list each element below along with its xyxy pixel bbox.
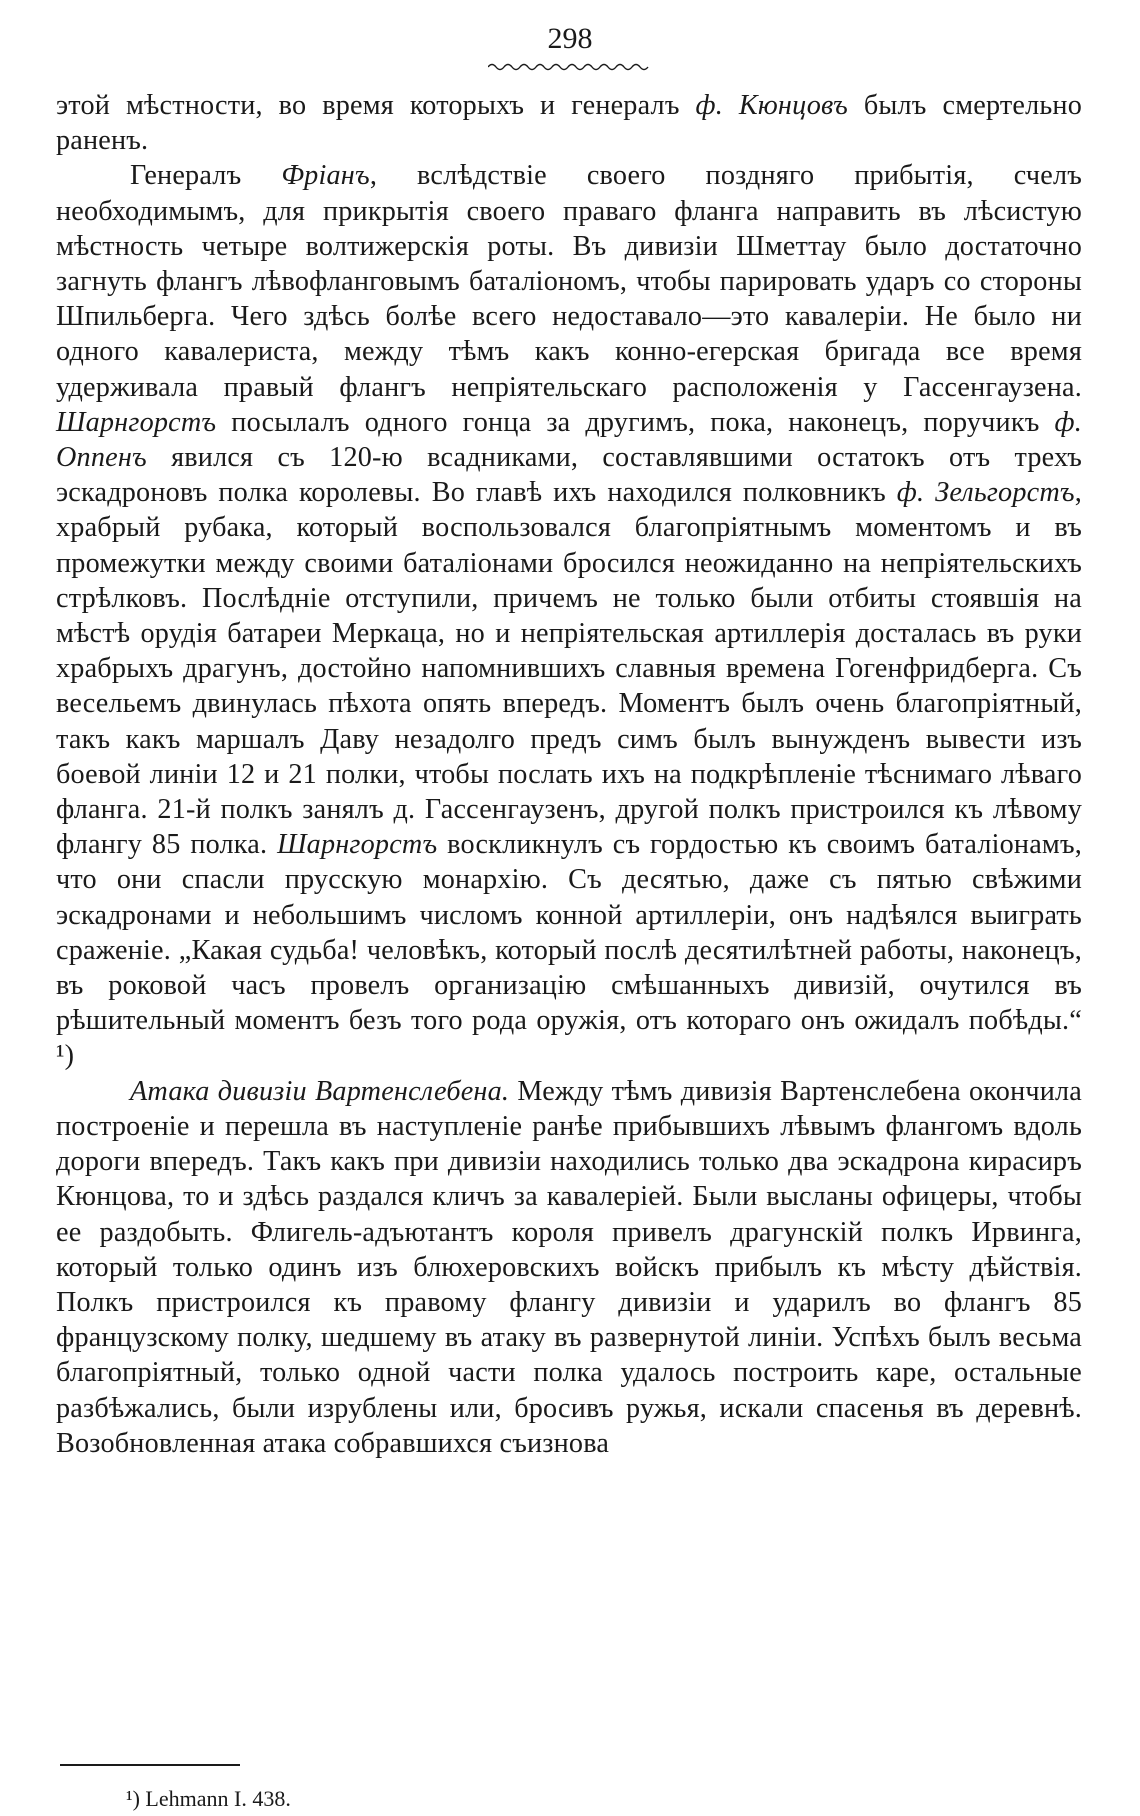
text-segment: этой мѣстности, во время которыхъ и генералъ [56,90,696,121]
text-segment: Между тѣмъ дивизія Вартенслебена окончила построеніе и перешла въ наступленіе ранѣе прибывшихъ лѣвымъ флангомъ вдоль дороги впередъ. Такъ какъ при дивизіи находились только два эскадрона кирасиръ Кюнцова, то и здѣсь раздался кличъ за кавалеріей. Были высланы офицеры, чтобы ее раздобыть. Флигель-адъютантъ короля привелъ драгунскій полкъ Ирвинга, который только одинъ изъ блюхеровскихъ войскъ прибылъ къ мѣсту дѣйствія. Полкъ пристроился къ правому флангу дивизіи и ударилъ во флангъ 85 французскому полку, шедшему въ атаку въ развернутой линіи. Успѣхъ былъ весьма благопріятный, только одной части полка удалось построить каре, остальные разбѣжались, были изрублены или, бросивъ ружья, искали спасенья въ деревнѣ. Возобновленная атака собравшихся съизнова [56,1075,1082,1459]
italic-text: Шарнгорстъ [277,829,438,861]
paragraph [56,1074,1082,1461]
text-segment: , вслѣдствіе своего поздняго прибытія, счелъ необходимымъ, для прикрытія своего праваго фланга направить въ лѣсистую мѣстность четыре волтижерскія роты. Въ дивизіи Шметтау было достаточно загнуть флангъ лѣвофланговымъ баталіономъ, чтобы парировать ударъ со стороны Шпильберга. Чего здѣсь болѣе всего недоставало—это кавалеріи. Не было ни одного кавалериста, между тѣмъ какъ конно-егерская бригада все время удерживала правый флангъ непріятельскаго расположенія у Гассенгаузена. [56,160,1082,403]
text-segment: явился съ 120-ю всадниками, составлявшими остатокъ отъ трехъ эскадроновъ полка королевы. Во главѣ ихъ находился полковникъ [56,442,1082,509]
italic-text: ф. Кюнцовъ [695,90,848,121]
page-number: 298 [547,22,593,55]
footnote-separator [60,1764,240,1766]
text-segment: былъ смертельно раненъ. [56,90,1082,157]
paragraph [56,88,1082,158]
italic-text: Шарнгорстъ [56,406,217,438]
text-segment: воскликнулъ съ гордостью къ своимъ баталіонамъ, что они спасли прусскую монархію. Съ десятью, даже съ пятью свѣжими эскадронами и небольшимъ числомъ конной артиллеріи, онъ надѣялся выиграть сраженіе. „Какая судьба! человѣкъ, который послѣ десятилѣтней работы, наконецъ, въ роковой часъ провелъ организацію смѣшанныхъ дивизій, очутился въ рѣшительный моментъ безъ того рода оружія, отъ котораго онъ ожидалъ побѣды.“ ¹) [56,829,1082,1072]
text-segment: посылалъ одного гонца за другимъ, пока, наконецъ, поручикъ [216,406,1055,438]
italic-text: Фріанъ [281,160,370,192]
text-segment: , храбрый рубака, который воспользовался благопріятнымъ моментомъ и въ промежутки между своими баталіонами бросился неожиданно на непріятельскихъ стрѣлковъ. Послѣдніе отступили, причемъ не только были отбиты стоявшія на мѣстѣ орудія батареи Меркаца, но и непріятельская артиллерія досталась въ руки храбрыхъ драгунъ, достойно напомнившихъ славныя времена Гогенфридберга. Съ весельемъ двинулась пѣхота опять впередъ. Моментъ былъ очень благопріятный, такъ какъ маршалъ Даву незадолго предъ симъ былъ вынужденъ вывести изъ боевой линіи 12 и 21 полки, чтобы послать ихъ на подкрѣпленіе тѣснимаго лѣваго фланга. 21-й полкъ занялъ д. Гассенгаузенъ, другой полкъ пристроился къ лѣвому флангу 85 полка. [56,477,1082,861]
footnote: ¹) Lehmann I. 438. [126,1786,291,1811]
italic-text: ф. Зельгорстъ [896,477,1075,509]
page-number-ornament [488,62,652,72]
italic-text: ф. Оппенъ [56,406,1082,474]
text-segment: Генералъ [130,160,282,192]
body-text [56,88,1082,1461]
paragraph [56,158,1082,1073]
italic-text: Атака дивизіи Вартенслебена. [130,1075,510,1107]
